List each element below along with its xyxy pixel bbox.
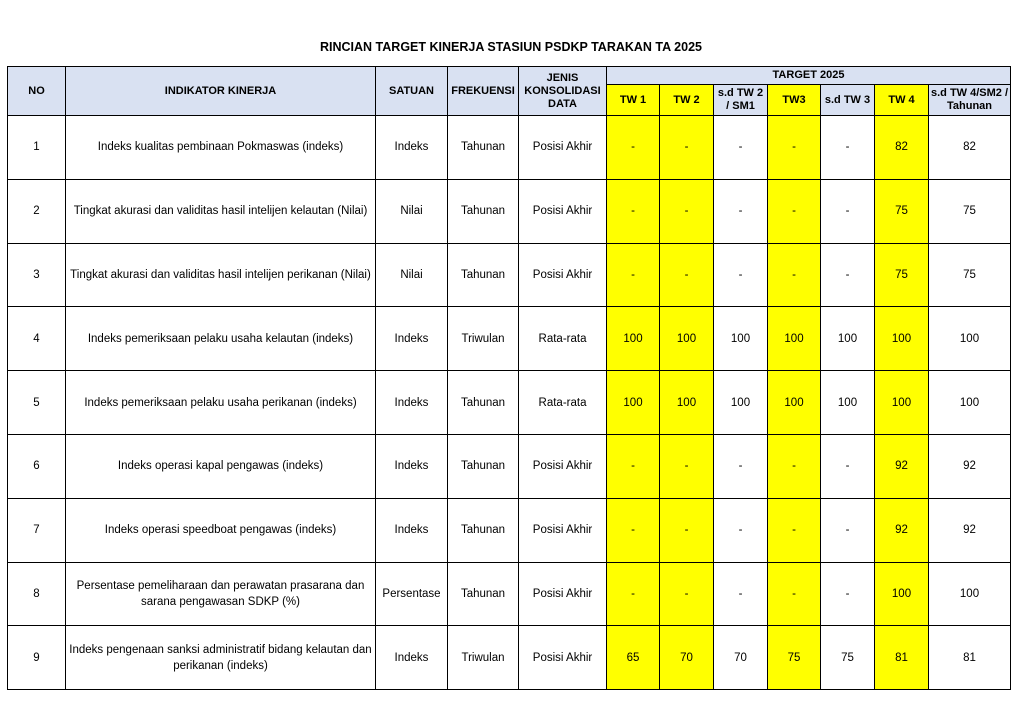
cell-sdtw3: 100 (821, 371, 875, 435)
header-indikator: INDIKATOR KINERJA (66, 67, 376, 116)
table-row (8, 243, 1011, 307)
cell-jenis: Rata-rata (519, 307, 607, 371)
cell-sdtw3: 100 (821, 307, 875, 371)
header-satuan: SATUAN (376, 67, 448, 116)
cell-sdtw2: 100 (714, 307, 768, 371)
cell-satuan: Indeks (376, 626, 448, 690)
cell-tw4: 92 (875, 498, 929, 562)
cell-sdtw3: - (821, 498, 875, 562)
cell-tw1: - (607, 243, 660, 307)
cell-tw3: 100 (768, 307, 821, 371)
cell-indikator: Tingkat akurasi dan validitas hasil intelijen perikanan (Nilai) (66, 243, 376, 307)
cell-no: 7 (8, 498, 66, 562)
cell-satuan: Nilai (376, 243, 448, 307)
cell-indikator: Indeks operasi speedboat pengawas (indeks) (66, 498, 376, 562)
cell-tw2: - (660, 179, 714, 243)
cell-sdtw2: - (714, 243, 768, 307)
cell-jenis: Posisi Akhir (519, 243, 607, 307)
cell-frekuensi: Triwulan (448, 626, 519, 690)
cell-frekuensi: Tahunan (448, 243, 519, 307)
table-row (8, 626, 1011, 690)
cell-tw4: 75 (875, 243, 929, 307)
cell-tw2: - (660, 116, 714, 180)
cell-jenis: Posisi Akhir (519, 562, 607, 626)
header-sdtw3: s.d TW 3 (821, 85, 875, 116)
table-row (8, 562, 1011, 626)
cell-sdtw4: 100 (929, 371, 1011, 435)
table-row (8, 307, 1011, 371)
cell-tw2: - (660, 434, 714, 498)
cell-jenis: Posisi Akhir (519, 116, 607, 180)
target-table (7, 66, 1011, 690)
cell-indikator: Indeks pengenaan sanksi administratif bidang kelautan dan perikanan (indeks) (66, 626, 376, 690)
cell-tw2: - (660, 498, 714, 562)
cell-tw4: 75 (875, 179, 929, 243)
cell-jenis: Posisi Akhir (519, 498, 607, 562)
cell-tw4: 92 (875, 434, 929, 498)
cell-sdtw3: - (821, 562, 875, 626)
cell-sdtw2: 100 (714, 371, 768, 435)
cell-sdtw3: - (821, 116, 875, 180)
cell-sdtw2: 70 (714, 626, 768, 690)
cell-tw3: - (768, 562, 821, 626)
cell-tw3: 100 (768, 371, 821, 435)
cell-sdtw4: 82 (929, 116, 1011, 180)
cell-indikator: Indeks kualitas pembinaan Pokmaswas (indeks) (66, 116, 376, 180)
cell-sdtw4: 81 (929, 626, 1011, 690)
cell-tw3: - (768, 179, 821, 243)
cell-satuan: Indeks (376, 434, 448, 498)
cell-tw3: - (768, 116, 821, 180)
cell-frekuensi: Tahunan (448, 116, 519, 180)
header-jenis-konsolidasi: JENIS KONSOLIDASI DATA (519, 67, 607, 116)
table-row (8, 116, 1011, 180)
cell-jenis: Posisi Akhir (519, 434, 607, 498)
cell-tw1: - (607, 434, 660, 498)
table-row (8, 434, 1011, 498)
cell-sdtw4: 100 (929, 307, 1011, 371)
cell-tw2: - (660, 562, 714, 626)
table-row (8, 498, 1011, 562)
cell-no: 9 (8, 626, 66, 690)
cell-satuan: Nilai (376, 179, 448, 243)
cell-jenis: Posisi Akhir (519, 179, 607, 243)
cell-no: 4 (8, 307, 66, 371)
cell-sdtw3: - (821, 243, 875, 307)
cell-frekuensi: Triwulan (448, 307, 519, 371)
header-tw3: TW3 (768, 85, 821, 116)
cell-sdtw2: - (714, 116, 768, 180)
cell-no: 2 (8, 179, 66, 243)
cell-frekuensi: Tahunan (448, 498, 519, 562)
cell-jenis: Rata-rata (519, 371, 607, 435)
header-tw2: TW 2 (660, 85, 714, 116)
cell-tw3: 75 (768, 626, 821, 690)
cell-tw4: 81 (875, 626, 929, 690)
cell-indikator: Indeks operasi kapal pengawas (indeks) (66, 434, 376, 498)
cell-sdtw4: 75 (929, 243, 1011, 307)
cell-tw1: - (607, 116, 660, 180)
cell-sdtw4: 92 (929, 498, 1011, 562)
cell-tw3: - (768, 434, 821, 498)
cell-tw1: 65 (607, 626, 660, 690)
cell-frekuensi: Tahunan (448, 179, 519, 243)
cell-tw1: - (607, 498, 660, 562)
cell-satuan: Indeks (376, 498, 448, 562)
cell-tw2: 100 (660, 371, 714, 435)
header-tw1: TW 1 (607, 85, 660, 116)
cell-tw4: 82 (875, 116, 929, 180)
cell-sdtw2: - (714, 498, 768, 562)
cell-no: 3 (8, 243, 66, 307)
header-no: NO (8, 67, 66, 116)
cell-sdtw2: - (714, 179, 768, 243)
cell-frekuensi: Tahunan (448, 562, 519, 626)
cell-tw2: 70 (660, 626, 714, 690)
cell-sdtw4: 75 (929, 179, 1011, 243)
cell-frekuensi: Tahunan (448, 371, 519, 435)
cell-indikator: Persentase pemeliharaan dan perawatan prasarana dan sarana pengawasan SDKP (%) (66, 562, 376, 626)
cell-sdtw4: 100 (929, 562, 1011, 626)
cell-no: 6 (8, 434, 66, 498)
cell-tw3: - (768, 243, 821, 307)
cell-frekuensi: Tahunan (448, 434, 519, 498)
cell-sdtw3: - (821, 434, 875, 498)
cell-no: 8 (8, 562, 66, 626)
cell-no: 1 (8, 116, 66, 180)
cell-indikator: Indeks pemeriksaan pelaku usaha perikanan (indeks) (66, 371, 376, 435)
table-row (8, 371, 1011, 435)
header-sdtw4: s.d TW 4/SM2 / Tahunan (929, 85, 1011, 116)
cell-tw2: 100 (660, 307, 714, 371)
cell-tw1: 100 (607, 307, 660, 371)
cell-tw3: - (768, 498, 821, 562)
cell-indikator: Tingkat akurasi dan validitas hasil intelijen kelautan (Nilai) (66, 179, 376, 243)
cell-satuan: Indeks (376, 371, 448, 435)
cell-satuan: Persentase (376, 562, 448, 626)
table-row (8, 179, 1011, 243)
cell-sdtw4: 92 (929, 434, 1011, 498)
cell-sdtw3: - (821, 179, 875, 243)
cell-indikator: Indeks pemeriksaan pelaku usaha kelautan (indeks) (66, 307, 376, 371)
document-title: RINCIAN TARGET KINERJA STASIUN PSDKP TARAKAN TA 2025 (320, 40, 702, 54)
header-frekuensi: FREKUENSI (448, 67, 519, 116)
cell-tw4: 100 (875, 371, 929, 435)
header-target: TARGET 2025 (607, 67, 1011, 85)
cell-sdtw3: 75 (821, 626, 875, 690)
cell-sdtw2: - (714, 434, 768, 498)
cell-jenis: Posisi Akhir (519, 626, 607, 690)
cell-tw1: - (607, 562, 660, 626)
cell-tw2: - (660, 243, 714, 307)
header-tw4: TW 4 (875, 85, 929, 116)
cell-satuan: Indeks (376, 116, 448, 180)
table-body (8, 116, 1011, 690)
cell-no: 5 (8, 371, 66, 435)
header-sdtw2: s.d TW 2 / SM1 (714, 85, 768, 116)
cell-tw4: 100 (875, 562, 929, 626)
cell-tw4: 100 (875, 307, 929, 371)
cell-tw1: 100 (607, 371, 660, 435)
cell-sdtw2: - (714, 562, 768, 626)
cell-tw1: - (607, 179, 660, 243)
cell-satuan: Indeks (376, 307, 448, 371)
